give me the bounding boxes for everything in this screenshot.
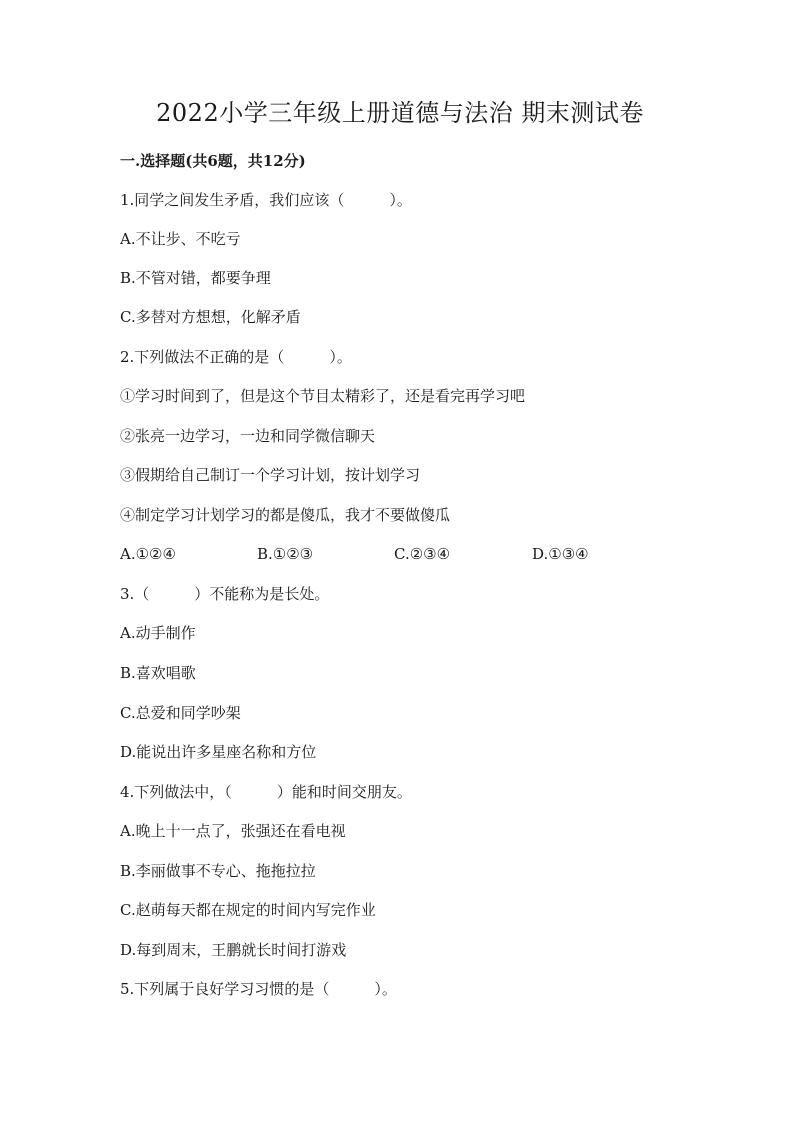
question-3-option-d: D.能说出许多星座名称和方位	[120, 743, 317, 761]
question-2-statement-4: ④制定学习计划学习的都是傻瓜，我才不要做傻瓜	[120, 506, 451, 524]
question-4-option-b: B.李丽做事不专心、拖拖拉拉	[120, 862, 316, 880]
question-2-stem: 2.下列做法不正确的是（ ）。	[120, 348, 352, 366]
question-2-options	[120, 543, 680, 565]
question-3-option-a: A.动手制作	[120, 624, 196, 642]
question-1-option-c: C.多替对方想想，化解矛盾	[120, 308, 301, 326]
question-1-option-a: A.不让步、不吃亏	[120, 230, 241, 248]
question-1-option-b: B.不管对错，都要争理	[120, 269, 271, 287]
question-2-statement-2: ②张亮一边学习，一边和同学微信聊天	[120, 427, 376, 445]
question-4-option-d: D.每到周末，王鹏就长时间打游戏	[120, 941, 347, 959]
question-2-statement-1: ①学习时间到了，但是这个节目太精彩了，还是看完再学习吧	[120, 387, 526, 405]
question-4-option-a: A.晚上十一点了，张强还在看电视	[120, 822, 346, 840]
question-2-option-c: C.②③④	[394, 545, 451, 563]
question-2-statement-3: ③假期给自己制订一个学习计划，按计划学习	[120, 466, 421, 484]
question-3-stem: 3.（ ）不能称为是长处。	[120, 585, 330, 603]
question-2-option-d: D.①③④	[532, 545, 589, 563]
question-4-stem: 4.下列做法中，（ ）能和时间交朋友。	[120, 783, 412, 801]
section-heading: 一.选择题(共6题，共12分)	[120, 152, 306, 170]
question-3-option-c: C.总爱和同学吵架	[120, 704, 241, 722]
question-4-option-c: C.赵萌每天都在规定的时间内写完作业	[120, 901, 376, 919]
question-1-stem: 1.同学之间发生矛盾，我们应该（ ）。	[120, 191, 412, 209]
exam-title: 2022小学三年级上册道德与法治 期末测试卷	[156, 99, 644, 127]
question-3-option-b: B.喜欢唱歌	[120, 664, 196, 682]
question-2-option-b: B.①②③	[257, 545, 314, 563]
question-2-option-a: A.①②④	[120, 545, 176, 563]
question-5-stem: 5.下列属于良好学习习惯的是（ ）。	[120, 980, 397, 998]
